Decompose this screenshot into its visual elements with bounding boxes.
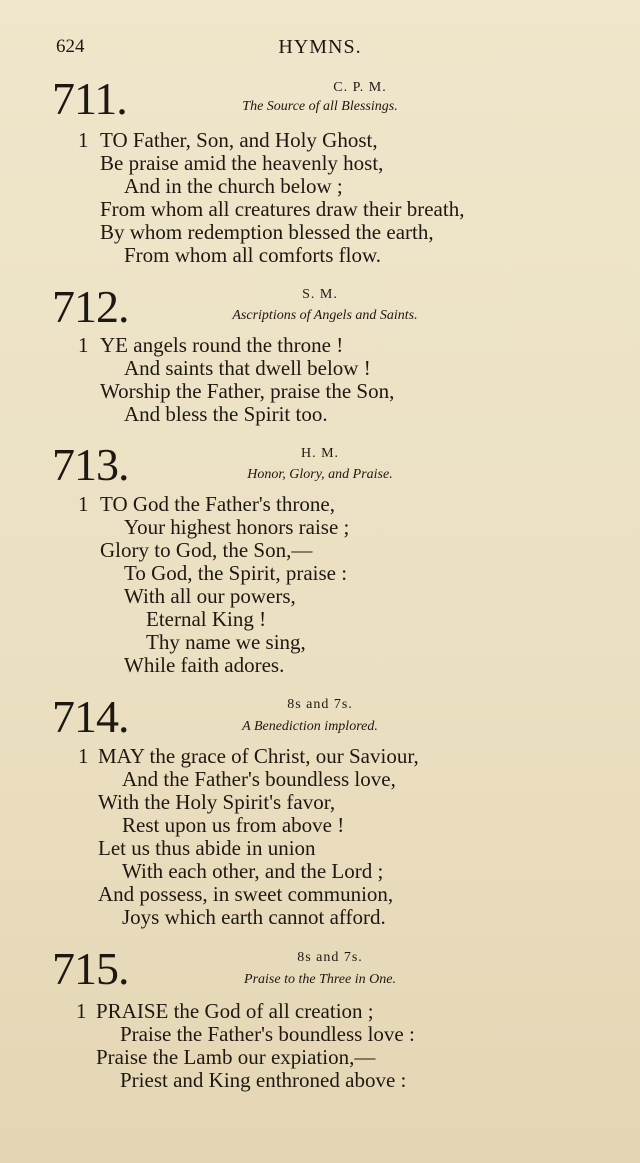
verse-line: With the Holy Spirit's favor, (98, 790, 336, 814)
verse-line: Rest upon us from above ! (122, 813, 345, 837)
hymn-title: Ascriptions of Angels and Saints. (232, 308, 418, 323)
hymn-number: 715. (52, 943, 129, 994)
verse-line: By whom redemption blessed the earth, (100, 220, 434, 244)
verse-number: 1 (76, 999, 87, 1023)
verse-line: TO God the Father's throne, (100, 492, 335, 516)
verse-line: Eternal King ! (146, 607, 267, 631)
running-head: HYMNS. (278, 36, 362, 58)
hymn-meter: 8s and 7s. (297, 950, 363, 965)
hymn-number: 712. (52, 281, 129, 332)
verse-line: MAY the grace of Christ, our Saviour, (98, 744, 419, 768)
verse-line: And in the church below ; (124, 174, 343, 198)
verse-line: While faith adores. (124, 653, 285, 677)
verse-line: Glory to God, the Son,— (100, 538, 313, 562)
verse-line: Be praise amid the heavenly host, (100, 151, 384, 175)
verse-line: To God, the Spirit, praise : (124, 561, 348, 585)
verse-line: And saints that dwell below ! (124, 356, 371, 380)
verse-line: From whom all creatures draw their breath, (100, 197, 465, 221)
hymn-meter: C. P. M. (333, 80, 387, 95)
verse-number: 1 (78, 744, 89, 768)
verse-line: Joys which earth cannot afford. (122, 905, 386, 929)
hymn-meter: H. M. (300, 446, 340, 461)
verse-number: 1 (78, 333, 89, 357)
verse-line: Priest and King enthroned above : (120, 1068, 407, 1092)
hymn-meter: S. M. (302, 287, 338, 302)
verse-line: TO Father, Son, and Holy Ghost, (100, 128, 378, 152)
verse-line: Praise the Father's boundless love : (120, 1022, 415, 1046)
hymn-number: 711. (52, 73, 127, 124)
verse-line: From whom all comforts flow. (124, 243, 382, 267)
verse-line: Let us thus abide in union (98, 836, 316, 860)
verse-line: And bless the Spirit too. (124, 402, 328, 426)
hymn-title: A Benediction implored. (242, 719, 378, 734)
page-number: 624 (56, 36, 85, 57)
verse-line: And the Father's boundless love, (122, 767, 396, 791)
hymn-title: Honor, Glory, and Praise. (247, 467, 393, 482)
verse-line: PRAISE the God of all creation ; (96, 999, 374, 1023)
hymn-title: The Source of all Blessings. (242, 99, 398, 114)
verse-line: With all our powers, (124, 584, 296, 608)
hymn-number: 713. (52, 439, 129, 490)
hymn-meter: 8s and 7s. (287, 697, 353, 712)
verse-line: And possess, in sweet communion, (98, 882, 394, 906)
verse-number: 1 (78, 128, 89, 152)
verse-line: Praise the Lamb our expiation,— (96, 1045, 376, 1069)
verse-line: YE angels round the throne ! (100, 333, 344, 357)
verse-line: Your highest honors raise ; (124, 515, 350, 539)
verse-line: Worship the Father, praise the Son, (100, 379, 395, 403)
hymn-number: 714. (52, 691, 129, 742)
verse-line: With each other, and the Lord ; (122, 859, 384, 883)
hymn-title: Praise to the Three in One. (244, 972, 396, 987)
verse-line: Thy name we sing, (146, 630, 306, 654)
verse-number: 1 (78, 492, 89, 516)
